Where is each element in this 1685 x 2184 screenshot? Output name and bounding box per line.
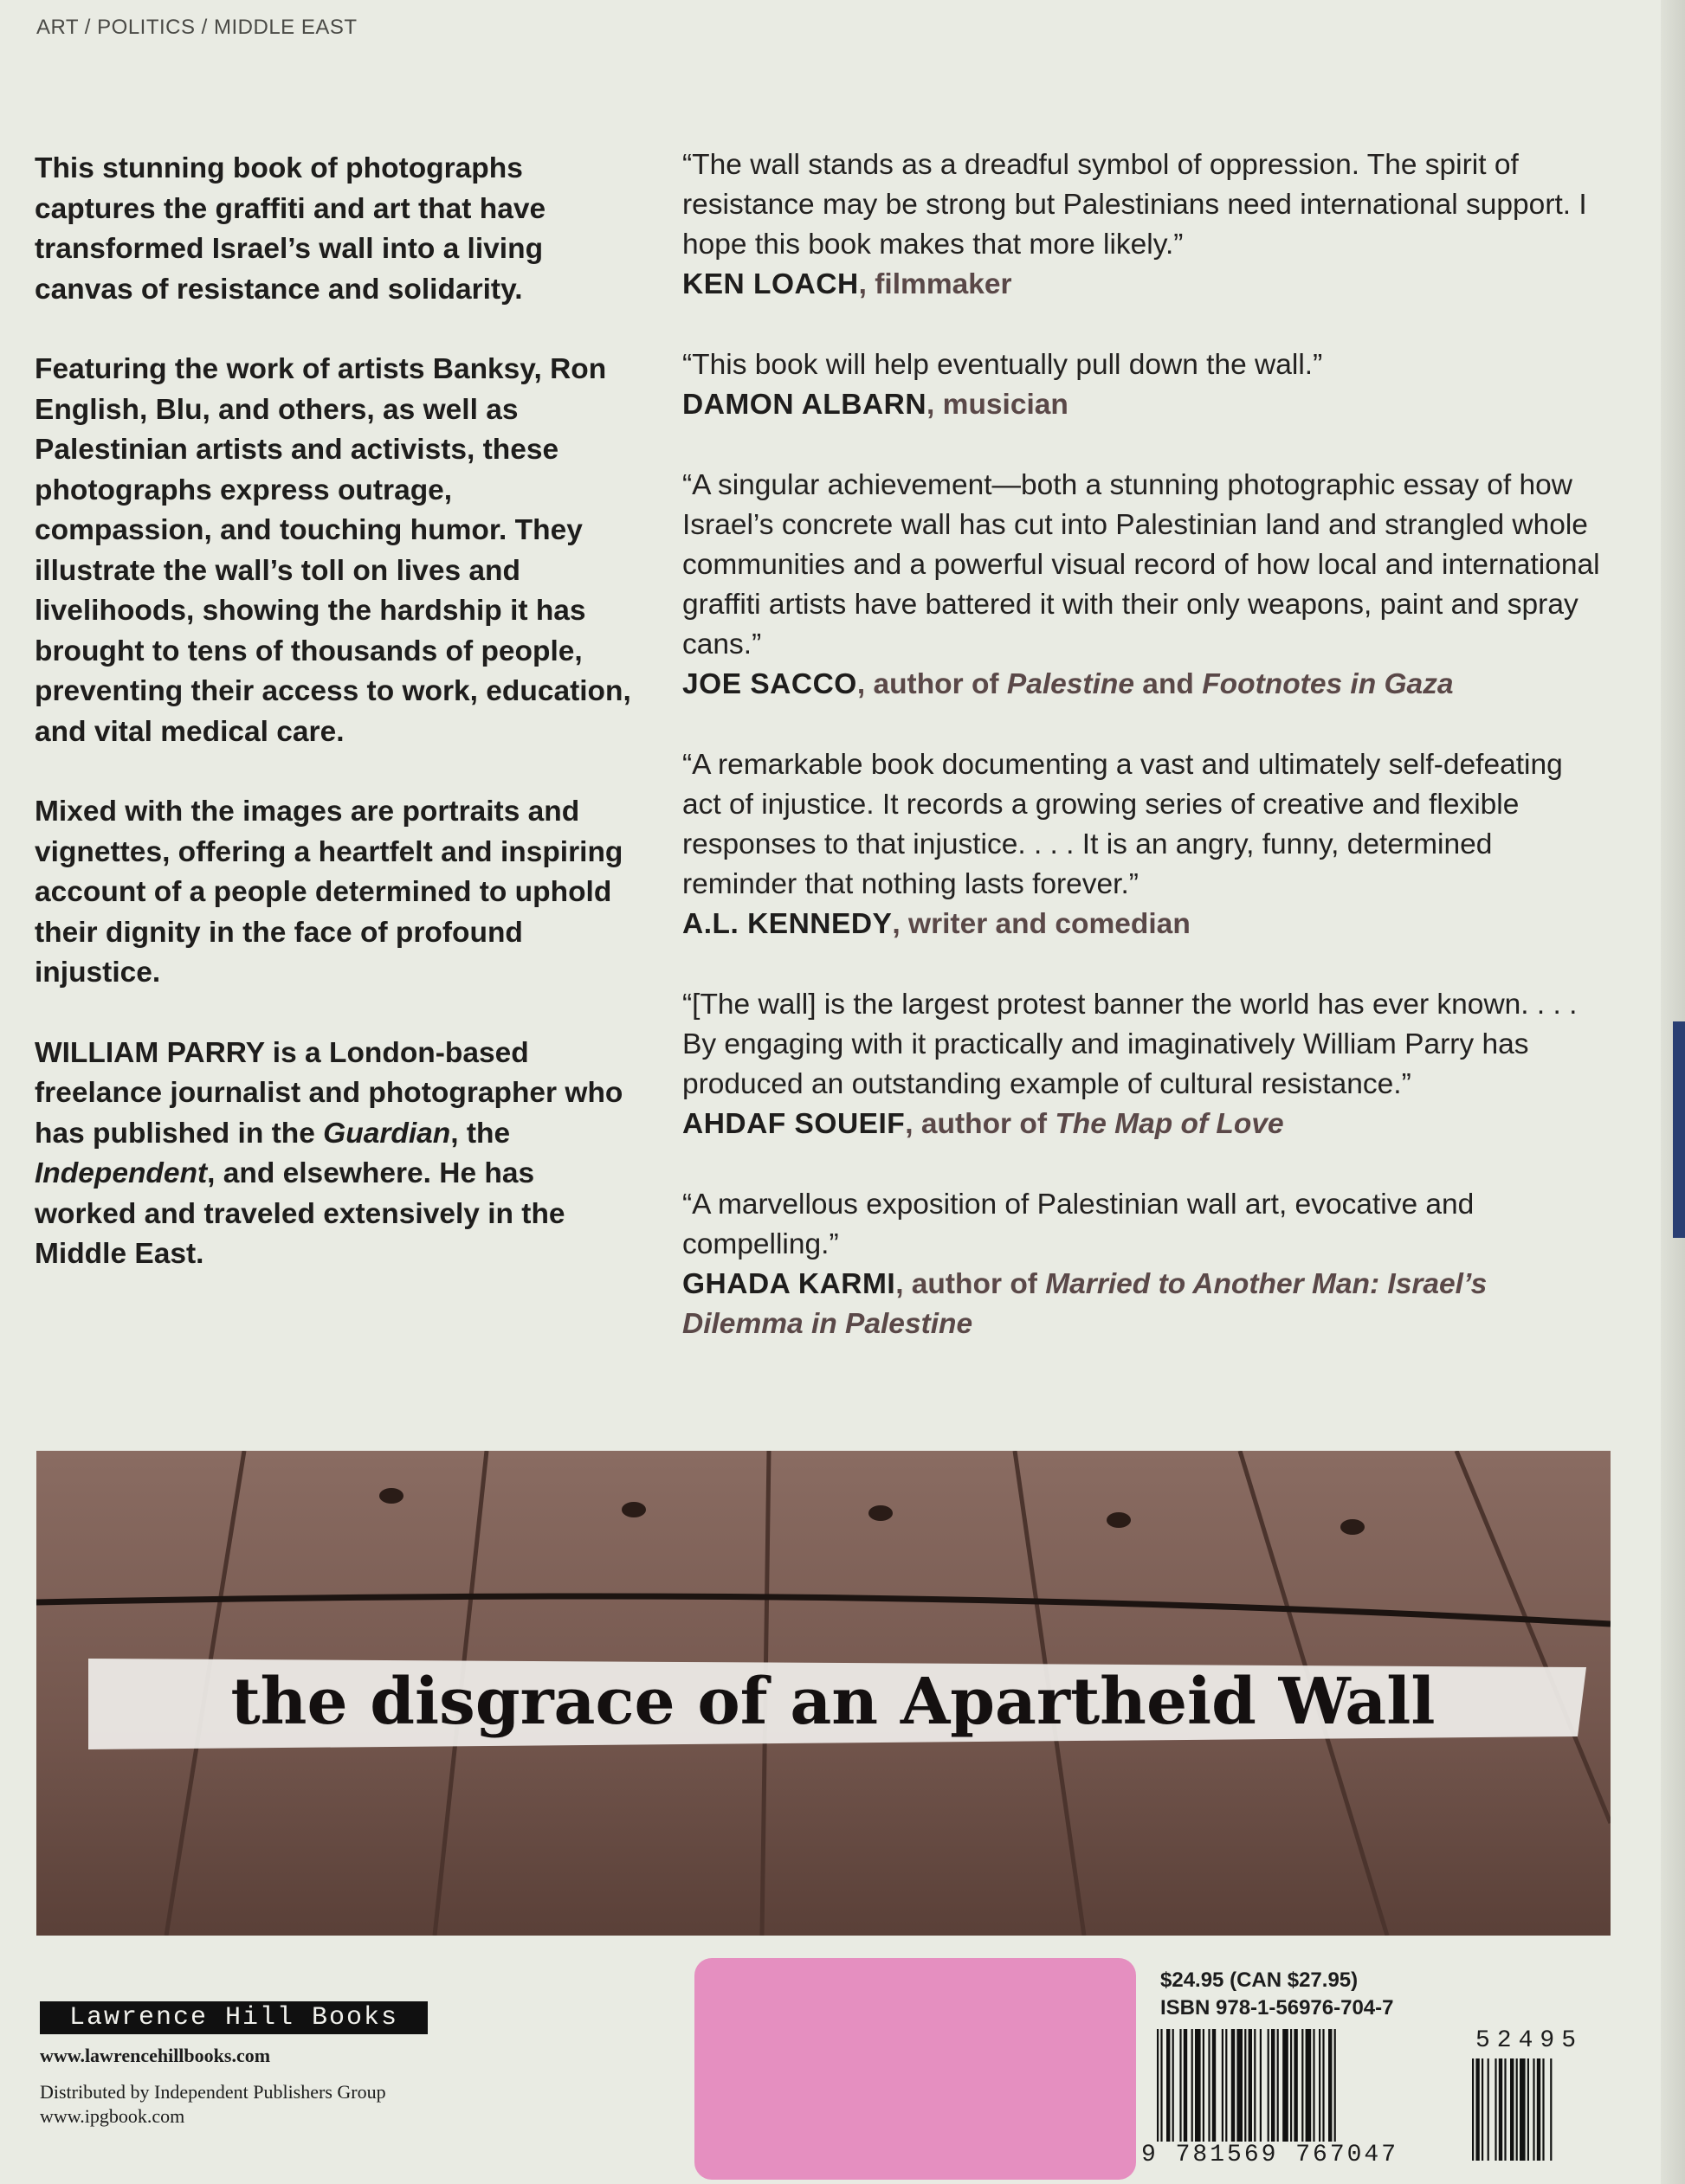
barcode-bar — [1319, 2029, 1320, 2142]
blurb-role: , writer and comedian — [892, 908, 1191, 940]
blurb-work-title: Married to Another Man: Israel’s Dilemma in Palestine — [682, 1268, 1488, 1340]
blurb-text: “A marvellous exposition of Palestinian wall art, evocative and compelling.” — [682, 1189, 1475, 1260]
barcode-bar — [1212, 2029, 1216, 2142]
blurb-role: , filmmaker — [858, 268, 1012, 300]
blurb-attribution — [682, 905, 1609, 944]
blurb — [682, 1185, 1609, 1344]
blurb-attribution — [682, 385, 1609, 425]
barcode-bar — [1306, 2029, 1312, 2142]
barcode-bar — [1225, 2029, 1227, 2142]
blurb — [682, 985, 1609, 1144]
blurb-attribution — [682, 665, 1609, 705]
barcode-bar — [1510, 2058, 1514, 2161]
description-para-1: This stunning book of photographs captures the graffiti and art that have transformed Israel’s wall into a living canvas of resistance and solidarity. — [35, 152, 546, 306]
blurb-text: “A remarkable book documenting a vast and ultimately self-defeating act of injustice. It records a growing series of creative and flexible responses to that injustice. . . . It is an angry, funny, determined reminder that nothing lasts forever.” — [682, 749, 1563, 900]
blurbs-column — [682, 145, 1609, 1385]
price-code-barcode — [1472, 2058, 1602, 2161]
barcode-bar — [1222, 2029, 1223, 2142]
blurb-text: “[The wall] is the largest protest banner the world has ever known. . . . By engaging with it practically and imaginatively William Parry has produced an outstanding example of cultural resistance.” — [682, 989, 1578, 1100]
distributor-line: Distributed by Independent Publishers Group — [40, 2081, 386, 2103]
publisher-logo: Lawrence Hill Books — [40, 2001, 428, 2034]
wall-photo-graphic — [36, 1451, 1611, 1936]
barcode-bar — [1277, 2029, 1279, 2142]
description-para-3: Mixed with the images are portraits and vignettes, offering a heartfelt and inspiring account of a people determined to uphold their dignity in the face of profound injustice. — [35, 796, 623, 989]
blurb-role: , author of — [905, 1108, 1056, 1140]
barcode-bar — [1504, 2058, 1506, 2161]
blurb-text: “A singular achievement—both a stunning photographic essay of how Israel’s concrete wall has cut into Palestinian land and strangled whole communities and a powerful visual record of how local and international graffiti artists have battered it with their only weapons, paint and spray cans.” — [682, 469, 1600, 660]
barcode-bar — [1231, 2029, 1235, 2142]
barcode-bar — [1254, 2029, 1256, 2142]
barcode-bar — [1499, 2058, 1502, 2161]
barcode-bar — [1533, 2058, 1534, 2161]
blurb-author: DAMON ALBARN — [682, 389, 927, 421]
blurb-role: , author of — [895, 1268, 1046, 1300]
blurb-work-title: Footnotes in Gaza — [1202, 668, 1454, 700]
barcode-bar — [1537, 2058, 1540, 2161]
barcode-bar — [1184, 2029, 1187, 2142]
barcode-bar — [1271, 2029, 1275, 2142]
blurb-text: “This book will help eventually pull down the wall.” — [682, 349, 1323, 381]
barcode-bar — [1179, 2029, 1181, 2142]
blurb — [682, 745, 1609, 944]
barcode-bar — [1475, 2058, 1479, 2161]
bio-text-2: , the — [450, 1117, 511, 1150]
price-sticker — [694, 1958, 1136, 2180]
blurb-role: , author of — [856, 668, 1007, 700]
blurb-role: , musician — [926, 389, 1068, 421]
isbn: ISBN 978-1-56976-704-7 — [1160, 1996, 1394, 2020]
barcode-bar — [1191, 2029, 1193, 2142]
barcode-bar — [1157, 2029, 1159, 2142]
blurb-work-title: Palestine — [1006, 668, 1134, 700]
bio-guardian: Guardian — [323, 1117, 451, 1150]
barcode-bar — [1488, 2058, 1489, 2161]
description-column — [35, 149, 632, 1315]
blurb — [682, 345, 1609, 425]
barcode-digits: 9 781569 767047 — [1141, 2142, 1399, 2168]
bio-independent: Independent — [35, 1157, 208, 1189]
barcode-bar — [1294, 2029, 1297, 2142]
barcode-bar — [1236, 2029, 1243, 2142]
blurb-work-title: The Map of Love — [1055, 1108, 1284, 1140]
barcode-bar — [1282, 2029, 1288, 2142]
barcode-bar — [1520, 2058, 1526, 2161]
blurb — [682, 466, 1609, 705]
barcode-bar — [1482, 2058, 1483, 2161]
publisher-url: www.lawrencehillbooks.com — [40, 2045, 271, 2066]
barcode-bar — [1334, 2029, 1336, 2142]
barcode-bar — [1516, 2058, 1518, 2161]
blurb-author: JOE SACCO — [682, 668, 857, 700]
blurb-author: KEN LOACH — [682, 268, 859, 300]
barcode-bar — [1495, 2058, 1496, 2161]
wall-photograph — [36, 1451, 1611, 1936]
category-label: ART / POLITICS / MIDDLE EAST — [36, 16, 358, 39]
barcode-bar — [1160, 2029, 1162, 2142]
barcode-bar — [1244, 2029, 1246, 2142]
price: $24.95 (CAN $27.95) — [1160, 1968, 1359, 1992]
barcode-bar — [1542, 2058, 1544, 2161]
blurb-attribution — [682, 1105, 1609, 1144]
blurb-attribution — [682, 1265, 1609, 1344]
distributor-url: www.ipgbook.com — [40, 2105, 185, 2127]
barcode-bar — [1268, 2029, 1269, 2142]
blurb-author: A.L. KENNEDY — [682, 908, 893, 940]
blurb-author: AHDAF SOUEIF — [682, 1108, 906, 1140]
barcode-bar — [1203, 2029, 1204, 2142]
barcode-bar — [1290, 2029, 1292, 2142]
price-block — [1160, 1967, 1394, 2022]
price-code-digits: 52495 — [1475, 2027, 1584, 2054]
barcode-bar — [1301, 2029, 1303, 2142]
barcode-bar — [1550, 2058, 1552, 2161]
description-para-2: Featuring the work of artists Banksy, Ron English, Blu, and others, as well as Palestinian artists and activists, these photographs express outrage, compassion, and touching humor. They illustrate the wall’s toll on lives and livelihoods, showing the hardship it has brought to tens of thousands of people, preventing their access to work, education, and vital medical care. — [35, 353, 631, 748]
isbn-barcode — [1157, 2029, 1443, 2142]
bio-text-3: , and elsewhere. He has worked and traveled extensively in the Middle East. — [35, 1157, 565, 1270]
barcode-bar — [1166, 2029, 1170, 2142]
barcode-bar — [1527, 2058, 1529, 2161]
graffiti-text: the disgrace of an Apartheid Wall — [230, 1665, 1436, 1739]
barcode-bar — [1208, 2029, 1210, 2142]
barcode-bar — [1322, 2029, 1324, 2142]
bio-text-1: WILLIAM PARRY is a London-based freelance journalist and photographer who has published in the — [35, 1036, 623, 1150]
barcode-bar — [1249, 2029, 1252, 2142]
barcode-bar — [1313, 2029, 1314, 2142]
distributor-info — [40, 2080, 386, 2129]
barcode-bar — [1260, 2029, 1262, 2142]
blurb-text: “The wall stands as a dreadful symbol of oppression. The spirit of resistance may be strong but Palestinians need international support. I hope this book makes that more likely.” — [682, 149, 1587, 261]
barcode-bar — [1172, 2029, 1174, 2142]
blurb-author: GHADA KARMI — [682, 1268, 896, 1300]
blurb — [682, 145, 1609, 305]
blurb-conjunction: and — [1134, 668, 1203, 700]
barcode-bar — [1328, 2029, 1332, 2142]
barcode-bar — [1472, 2058, 1474, 2161]
blurb-attribution — [682, 265, 1609, 305]
spine-tab — [1673, 1021, 1685, 1238]
author-bio — [35, 1034, 632, 1275]
barcode-bar — [1195, 2029, 1201, 2142]
